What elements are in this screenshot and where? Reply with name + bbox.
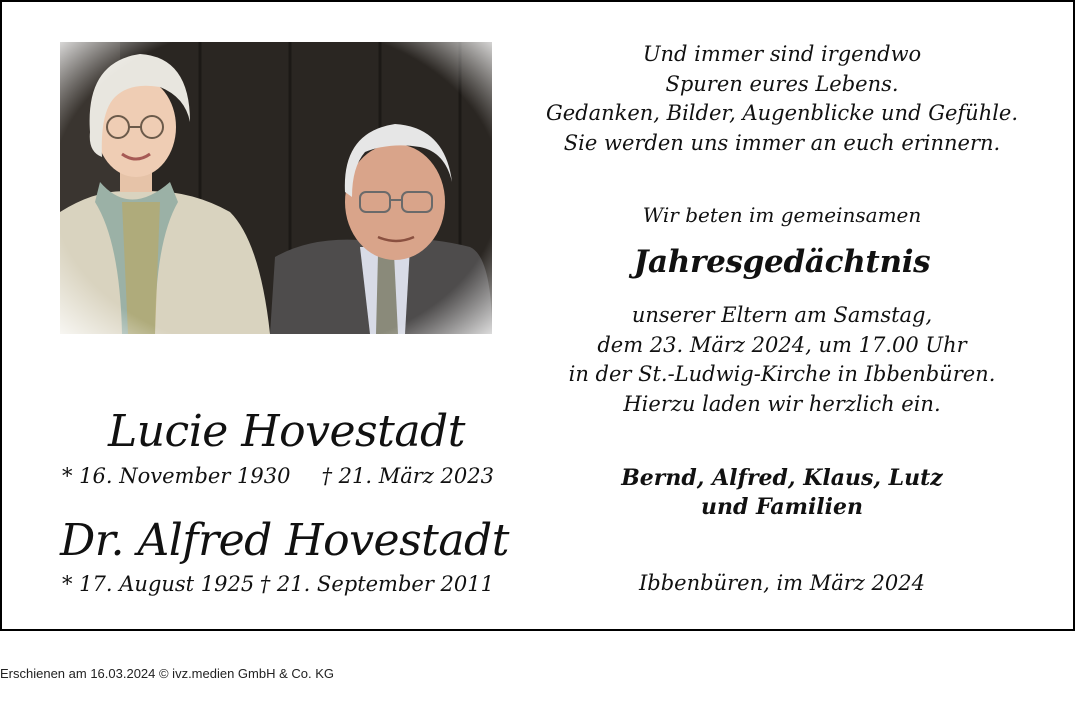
pray-line: Wir beten im gemeinsamen (642, 203, 922, 227)
memorial-poem (532, 40, 1032, 158)
deceased-name-lucie: Lucie Hovestadt (108, 406, 465, 457)
alfred-dates (62, 572, 494, 596)
invite-line: unserer Eltern am Samstag, (631, 303, 933, 327)
lucie-death-date: † 21. März 2023 (321, 464, 494, 488)
deceased-name-alfred: Dr. Alfred Hovestadt (60, 515, 509, 566)
alfred-birth-date: * 17. August 1925 (62, 572, 255, 596)
poem-line: Und immer sind irgendwo (642, 42, 922, 66)
invite-line: dem 23. März 2024, um 17.00 Uhr (597, 332, 967, 357)
signers-line: und Familien (700, 494, 864, 520)
place-and-date: Ibbenbüren, im März 2024 (639, 571, 925, 595)
invite-line: Hierzu laden wir herzlich ein. (623, 391, 941, 416)
lucie-dates (62, 464, 494, 488)
poem-line: Sie werden uns immer an euch erinnern. (563, 130, 1001, 155)
signers (532, 464, 1032, 522)
couple-photo-illustration (60, 42, 492, 334)
headline-jahresgedaechtnis: Jahresgedächtnis (633, 244, 931, 280)
poem-line: Gedanken, Bilder, Augenblicke und Gefühle. (545, 101, 1019, 125)
alfred-death-date: † 21. September 2011 (259, 572, 494, 596)
poem-line: Spuren eures Lebens. (665, 71, 899, 96)
invite-line: in der St.-Ludwig-Kirche in Ibbenbüren. (568, 362, 996, 386)
signers-line: Bernd, Alfred, Klaus, Lutz (621, 465, 943, 491)
publication-footer: Erschienen am 16.03.2024 © ivz.medien GmbH & Co. KG (0, 666, 335, 681)
couple-photo (60, 42, 492, 334)
lucie-birth-date: * 16. November 1930 (62, 464, 291, 488)
invitation-text (532, 301, 1032, 419)
